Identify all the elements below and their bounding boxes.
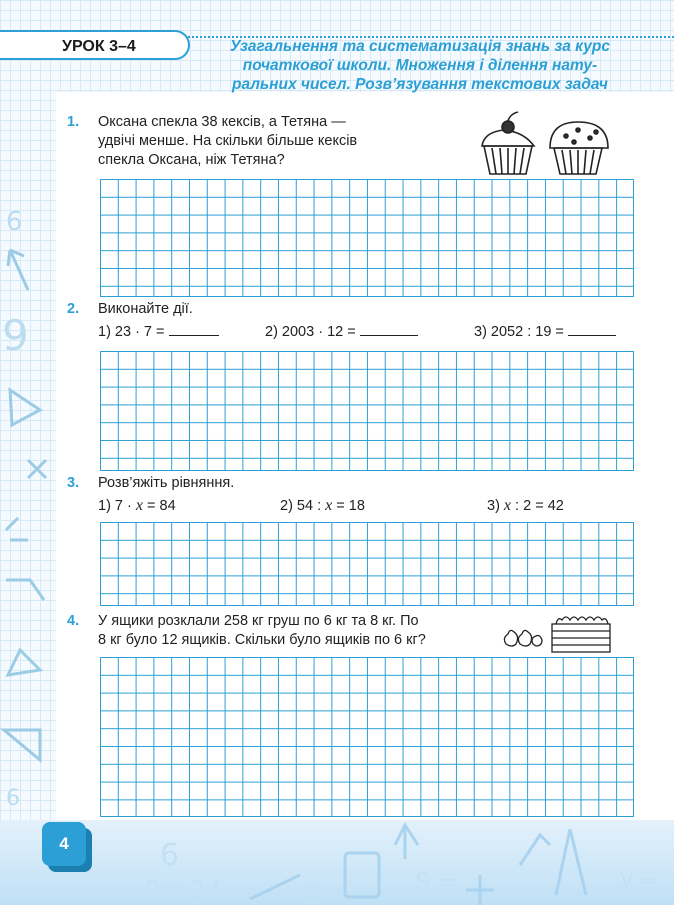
- task-2-expression: 3) 2052 : 19 =: [474, 324, 564, 340]
- ruler-icon: [6, 518, 28, 540]
- muffin-icon: [550, 122, 608, 174]
- equation-part: = 84: [142, 498, 176, 514]
- equation-part: 3): [487, 498, 504, 514]
- digit-six-small-icon: 6: [6, 786, 20, 811]
- formula-s-icon: S =: [415, 868, 458, 896]
- compass-icon: [556, 829, 586, 895]
- task-3-answer-grid[interactable]: [100, 522, 634, 606]
- equation-part: 1) 7 ·: [98, 498, 136, 514]
- page-number: 4: [42, 822, 86, 866]
- digit-four-small-icon: [520, 835, 550, 865]
- task-2-answer-grid[interactable]: [100, 351, 634, 471]
- digit-four-icon: [395, 825, 418, 859]
- formula-text-icon: P = 2 (: [145, 878, 221, 903]
- digit-three-icon: 3: [305, 881, 321, 905]
- equation-part: : 2 = 42: [511, 498, 564, 514]
- task-3-equation: [98, 497, 176, 515]
- answer-blank[interactable]: [360, 323, 418, 336]
- equation-variable: x: [503, 497, 512, 514]
- task-3-equation: [280, 497, 365, 515]
- task-4-line: У ящики розклали 258 кг груш по 6 кг та 8 кг. По: [98, 613, 419, 629]
- math-symbols-decoration: [0, 200, 60, 820]
- lesson-title-line: ральних чисел. Розв’язування текстових задач: [232, 76, 608, 93]
- arrow-icon: [8, 250, 28, 290]
- answer-blank[interactable]: [568, 323, 616, 336]
- crate-icon: [552, 617, 610, 652]
- pyramid-icon: [8, 650, 40, 675]
- digit-nine-icon: 9: [2, 311, 29, 360]
- lesson-title-line: Узагальнення та систематизація знань за курс: [230, 38, 610, 55]
- task-1-line: Оксана спекла 38 кексів, а Тетяна —: [98, 114, 346, 130]
- digit-six-icon: 6: [160, 838, 180, 873]
- task-2-item: [265, 323, 418, 340]
- equation-part: 2) 54 :: [280, 498, 326, 514]
- task-2-item: [474, 323, 616, 340]
- equation-part: = 18: [332, 498, 365, 514]
- task-3-equation: [487, 497, 564, 515]
- equation-variable: x: [325, 497, 333, 514]
- pears-icon: [504, 630, 542, 646]
- task-2-expression: 1) 23 · 7 =: [98, 324, 165, 340]
- task-1-answer-grid[interactable]: [100, 179, 634, 297]
- task-2-instruction: Виконайте дії.: [98, 301, 193, 317]
- task-3-instruction: Розв’яжіть рівняння.: [98, 475, 235, 491]
- cupcakes-illustration: [474, 110, 614, 180]
- task-4-line: 8 кг було 12 ящиків. Скільки було ящиків по 6 кг?: [98, 632, 426, 648]
- multiply-icon: [28, 460, 46, 478]
- task-1-number: 1.: [67, 114, 80, 130]
- task-2-item: [98, 323, 219, 340]
- task-2-number: 2.: [67, 301, 80, 317]
- calculator-icon: [345, 853, 379, 897]
- plus-icon: [466, 875, 494, 905]
- pear-crate-illustration: [500, 610, 620, 656]
- seven-icon: [6, 580, 44, 600]
- answer-blank[interactable]: [169, 323, 219, 336]
- task-3-number: 3.: [67, 475, 80, 491]
- task-1-line: спекла Оксана, ніж Тетяна?: [98, 152, 285, 168]
- bottom-math-doodles: [100, 815, 674, 905]
- set-square-icon: [4, 730, 40, 760]
- task-1-line: удвічі менше. На скільки більше кексів: [98, 133, 358, 149]
- task-4-text: [98, 612, 426, 650]
- task-1-text: [98, 113, 430, 170]
- triangle-icon: [10, 390, 40, 425]
- lesson-title: [200, 37, 640, 94]
- task-2-expression: 2) 2003 · 12 =: [265, 324, 356, 340]
- pencil-icon: [250, 875, 300, 899]
- lesson-label: УРОК 3–4: [0, 30, 190, 60]
- formula-v-icon: V =: [620, 868, 657, 892]
- task-4-number: 4.: [67, 613, 80, 629]
- cherry-cupcake-icon: [482, 112, 534, 174]
- lesson-title-line: початкової школи. Множення і ділення нату-: [242, 57, 598, 74]
- equation-variable: x: [135, 497, 143, 514]
- task-4-answer-grid[interactable]: [100, 657, 634, 817]
- digit-six-icon: 6: [6, 207, 23, 237]
